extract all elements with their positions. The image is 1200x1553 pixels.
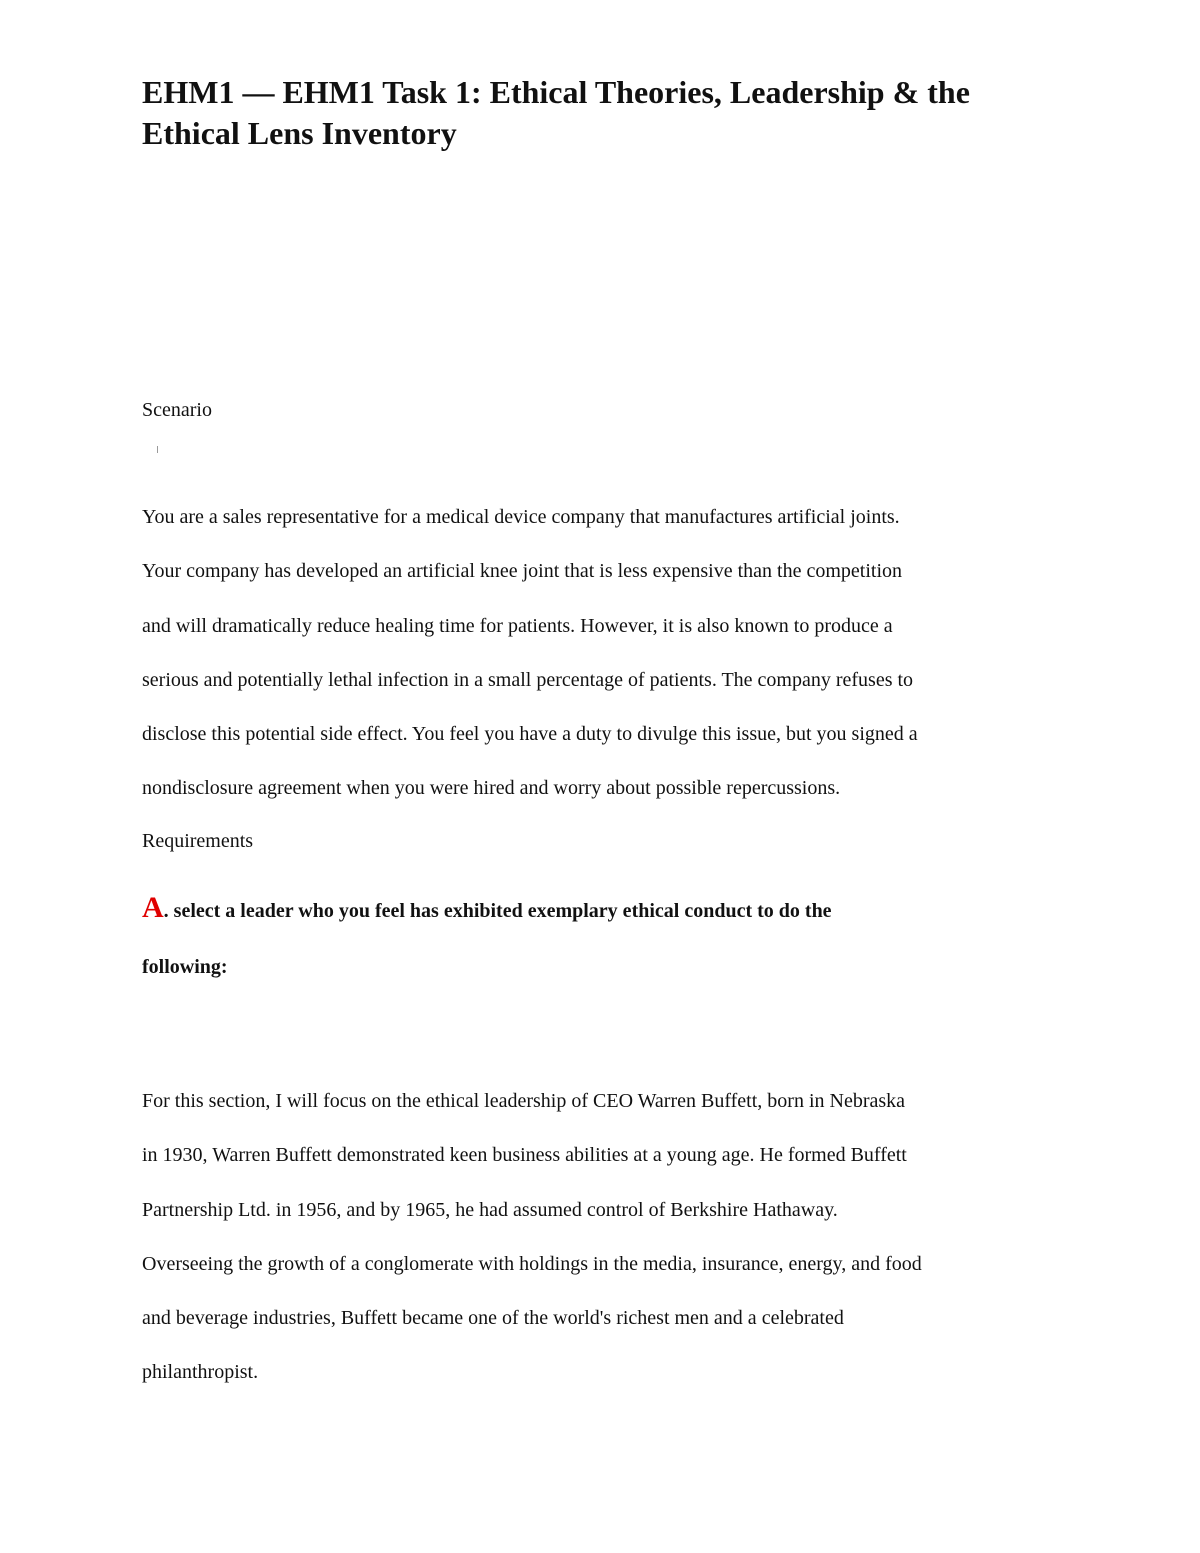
- scenario-heading: Scenario: [142, 399, 212, 421]
- requirement-a-line-2: following:: [142, 956, 228, 978]
- requirement-a-letter: A: [142, 891, 164, 924]
- requirement-a-text: . select a leader who you feel has exhibited exemplary ethical conduct to do the: [163, 900, 832, 922]
- answer-line: in 1930, Warren Buffett demonstrated keen business abilities at a young age. He formed Buffett: [142, 1144, 907, 1167]
- scenario-paragraph: [142, 490, 1082, 816]
- answer-line: For this section, I will focus on the ethical leadership of CEO Warren Buffett, born in Nebraska: [142, 1090, 906, 1112]
- answer-paragraph: [142, 1074, 1082, 1400]
- answer-line: philanthropist.: [142, 1361, 259, 1384]
- scenario-line: Your company has developed an artificial knee joint that is less expensive than the competition: [142, 560, 902, 583]
- answer-line: Overseeing the growth of a conglomerate with holdings in the media, insurance, energy, and food: [142, 1252, 922, 1275]
- scenario-line: serious and potentially lethal infection in a small percentage of patients. The company refuses to: [142, 668, 914, 691]
- scenario-line: disclose this potential side effect. You feel you have a duty to divulge this issue, but you signed a: [142, 723, 918, 746]
- title-line-1: EHM1 — EHM1 Task 1: Ethical Theories, Leadership & the: [142, 74, 970, 110]
- title-line-2: Ethical Lens Inventory: [142, 115, 457, 151]
- scenario-line: You are a sales representative for a medical device company that manufactures artificial joints.: [142, 506, 900, 528]
- requirement-a: [142, 880, 1102, 995]
- scenario-line: nondisclosure agreement when you were hired and worry about possible repercussions.: [142, 777, 841, 800]
- requirements-heading: Requirements: [142, 830, 254, 852]
- requirement-a-line-1: [142, 880, 1102, 939]
- cursor-mark: [157, 446, 158, 453]
- answer-line: and beverage industries, Buffett became one of the world's richest men and a celebrated: [142, 1307, 844, 1330]
- scenario-line: and will dramatically reduce healing time for patients. However, it is also known to produce a: [142, 614, 893, 637]
- answer-line: Partnership Ltd. in 1956, and by 1965, he had assumed control of Berkshire Hathaway.: [142, 1198, 838, 1221]
- document-title: [142, 72, 1102, 154]
